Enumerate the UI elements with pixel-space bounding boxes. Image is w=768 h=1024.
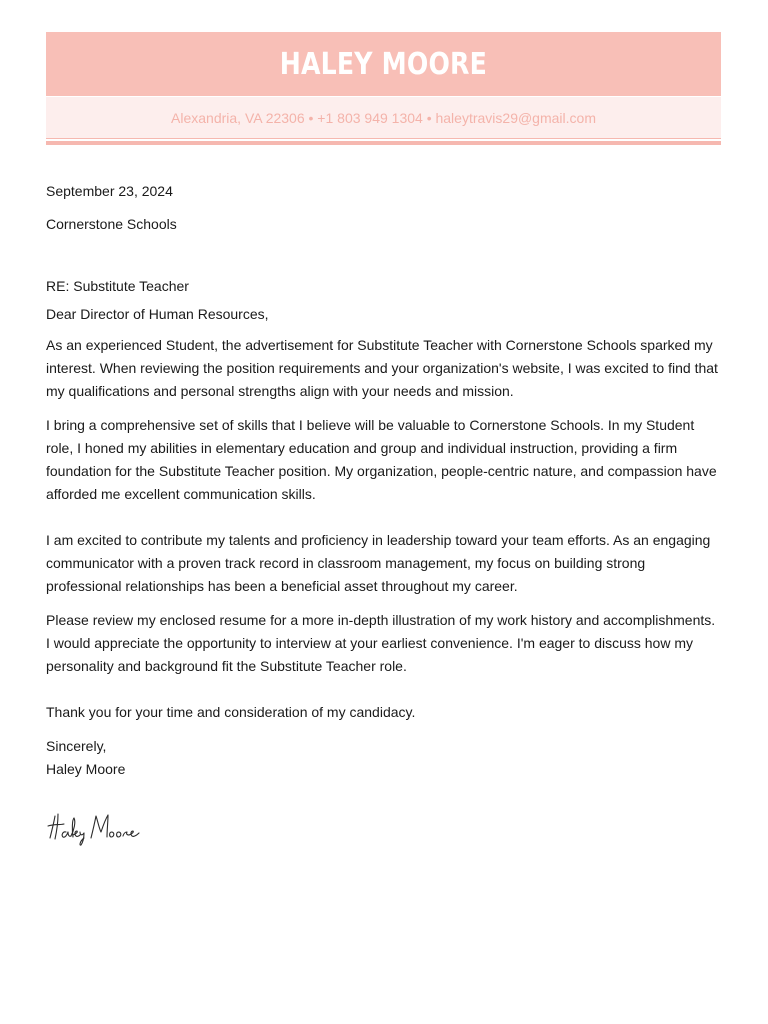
- thank-you-line: Thank you for your time and consideration of my candidacy.: [46, 704, 416, 720]
- closing: Sincerely,: [46, 738, 107, 754]
- body-paragraph: I bring a comprehensive set of skills that I believe will be valuable to Cornerstone Schools. In my Student role, I honed my abilities in elementary education and group and individual instruction, providing a firm foundation for the Substitute Teacher position. My organization, people-centric nature, and compassion have afforded me excellent communication skills.: [46, 417, 717, 502]
- contact-banner: [46, 97, 721, 138]
- header-divider-thick: [46, 141, 721, 145]
- body-paragraph: Please review my enclosed resume for a more in-depth illustration of my work history and accomplishments. I would appreciate the opportunity to interview at your earliest convenience. I'm eager to discuss how my personality and background fit the Substitute Teacher role.: [46, 612, 716, 674]
- recipient-company: Cornerstone Schools: [46, 216, 177, 232]
- salutation: Dear Director of Human Resources,: [46, 306, 269, 322]
- body-paragraph: As an experienced Student, the advertisement for Substitute Teacher with Cornerstone Schools sparked my interest. When reviewing the position requirements and your organization's website, I was excited to find that my qualifications and personal strengths align with your needs and mission.: [46, 337, 718, 399]
- name-banner: [46, 32, 721, 96]
- letter-date: September 23, 2024: [46, 183, 173, 199]
- letter-header: [46, 32, 721, 145]
- body-paragraph: I am excited to contribute my talents and proficiency in leadership toward your team efforts. As an engaging communicator with a proven track record in classroom management, my focus on building strong professional relationships has been a beneficial asset throughout my career.: [46, 532, 711, 594]
- contact-info: Alexandria, VA 22306 • +1 803 949 1304 • haleytravis29@gmail.com: [171, 109, 596, 126]
- subject-line: RE: Substitute Teacher: [46, 278, 189, 294]
- signer-name: Haley Moore: [46, 761, 126, 777]
- applicant-name: HALEY MOORE: [279, 46, 488, 82]
- letter-body: [46, 180, 722, 781]
- handwritten-signature: [46, 808, 156, 848]
